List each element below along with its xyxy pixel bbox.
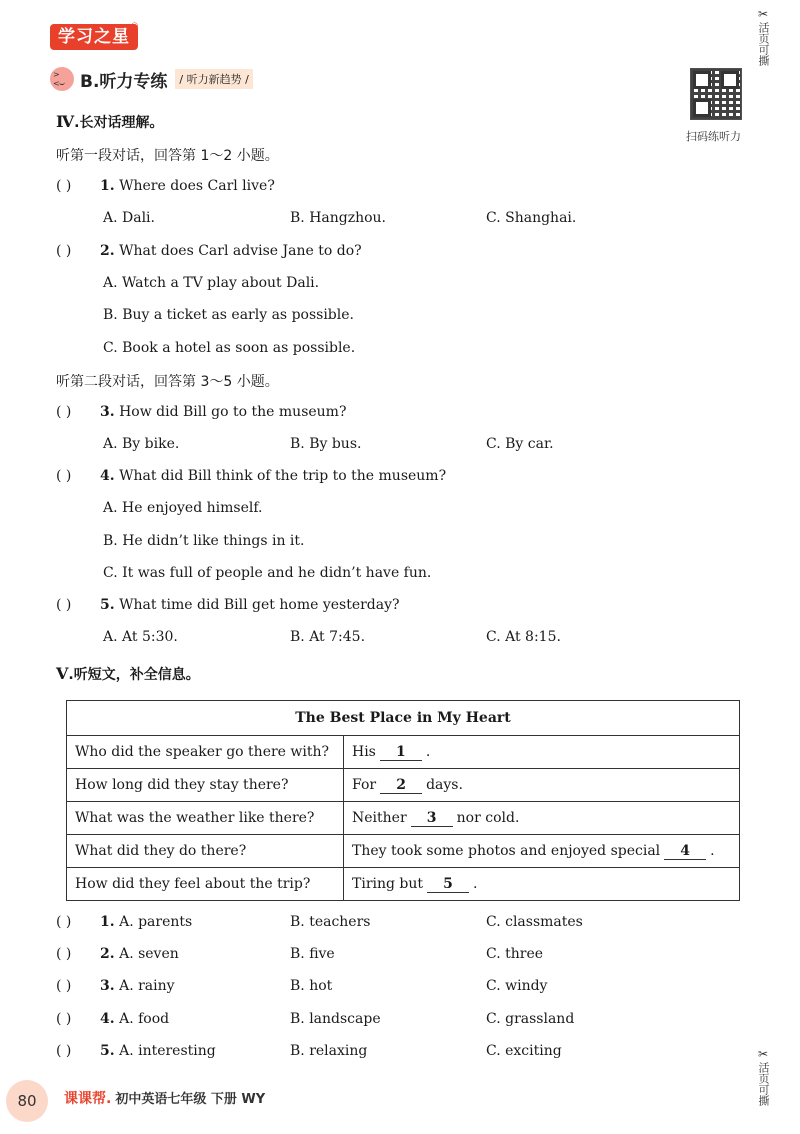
tear-off-marker-top — [752, 8, 774, 66]
blank-1[interactable]: 1 — [380, 744, 422, 761]
answer-row-3: ( ) 3. A. rainy — [56, 978, 175, 994]
row-answer: For 2 days. — [344, 769, 740, 802]
table-row — [67, 736, 740, 769]
table-row — [67, 802, 740, 835]
table-title: The Best Place in My Heart — [67, 701, 740, 736]
answer-row-1: ( ) 1. A. parents — [56, 914, 193, 930]
a2-option-c[interactable]: C. three — [486, 946, 544, 962]
row-question: How long did they stay there? — [67, 769, 344, 802]
row-question: What was the weather like there? — [67, 802, 344, 835]
scissors-icon: ✂ — [757, 1047, 769, 1061]
answer-row-4: ( ) 4. A. food — [56, 1011, 170, 1027]
scissors-icon: ✂ — [757, 7, 769, 21]
answer-row-5: ( ) 5. A. interesting — [56, 1043, 216, 1059]
question-3: ( ) 3. How did Bill go to the museum? — [56, 404, 347, 420]
q4-option-b[interactable]: B. He didn’t like things in it. — [103, 533, 305, 549]
question-2: ( ) 2. What does Carl advise Jane to do? — [56, 243, 362, 259]
qr-code-icon[interactable] — [690, 68, 742, 120]
a5-option-a[interactable]: A. interesting — [119, 1043, 216, 1059]
a1-option-b[interactable]: B. teachers — [290, 914, 371, 930]
blank-3[interactable]: 3 — [411, 810, 453, 827]
a3-option-c[interactable]: C. windy — [486, 978, 548, 994]
row-question: How did they feel about the trip? — [67, 868, 344, 901]
registered-mark: ® — [130, 22, 139, 32]
row-question: Who did the speaker go there with? — [67, 736, 344, 769]
part4-heading: Ⅳ.长对话理解。 — [56, 112, 164, 131]
blank-4[interactable]: 4 — [664, 843, 706, 860]
part5-heading: Ⅴ.听短文，补全信息。 — [56, 664, 200, 683]
question-4: ( ) 4. What did Bill think of the trip to the museum? — [56, 468, 447, 484]
table-row — [67, 868, 740, 901]
row-answer: His 1 . — [344, 736, 740, 769]
q5-option-a[interactable]: A. At 5:30. — [103, 629, 178, 645]
table-row — [67, 835, 740, 868]
footer-brand — [64, 1088, 265, 1108]
a4-option-c[interactable]: C. grassland — [486, 1011, 575, 1027]
page-number: 80 — [6, 1080, 48, 1122]
q3-option-a[interactable]: A. By bike. — [103, 436, 180, 452]
q4-option-a[interactable]: A. He enjoyed himself. — [103, 500, 263, 516]
q2-option-a[interactable]: A. Watch a TV play about Dali. — [103, 275, 320, 291]
row-question: What did they do there? — [67, 835, 344, 868]
a5-option-b[interactable]: B. relaxing — [290, 1043, 368, 1059]
row-answer: Tiring but 5 . — [344, 868, 740, 901]
q5-option-c[interactable]: C. At 8:15. — [486, 629, 561, 645]
section-tag: / 听力新趋势 / — [175, 69, 252, 89]
answer-row-2: ( ) 2. A. seven — [56, 946, 179, 962]
q3-option-c[interactable]: C. By car. — [486, 436, 554, 452]
table-row — [67, 769, 740, 802]
a2-option-a[interactable]: A. seven — [119, 946, 179, 962]
blank-2[interactable]: 2 — [380, 777, 422, 794]
tear-label-bottom: 活页可撕 — [757, 1062, 770, 1106]
q5-option-b[interactable]: B. At 7:45. — [290, 629, 366, 645]
q3-option-b[interactable]: B. By bus. — [290, 436, 362, 452]
a4-option-a[interactable]: A. food — [119, 1011, 170, 1027]
part4-instruction-1: 听第一段对话，回答第 1～2 小题。 — [56, 148, 279, 164]
tear-off-marker-bottom — [752, 1048, 774, 1106]
row-answer: Neither 3 nor cold. — [344, 802, 740, 835]
question-1: ( ) 1. Where does Carl live? — [56, 178, 275, 194]
q2-option-b[interactable]: B. Buy a ticket as early as possible. — [103, 307, 354, 323]
info-table — [66, 700, 740, 901]
section-header — [50, 66, 253, 92]
footer-book-title: 初中英语七年级 下册 WY — [115, 1092, 266, 1107]
question-5: ( ) 5. What time did Bill get home yesterday? — [56, 597, 400, 613]
brand-logo: 学习之星 — [50, 24, 138, 50]
q1-option-b[interactable]: B. Hangzhou. — [290, 210, 387, 226]
q1-option-c[interactable]: C. Shanghai. — [486, 210, 577, 226]
footer-brand-name: 课课帮. — [64, 1091, 112, 1107]
mascot-face-icon — [50, 67, 74, 91]
a1-option-c[interactable]: C. classmates — [486, 914, 583, 930]
a3-option-b[interactable]: B. hot — [290, 978, 333, 994]
q2-option-c[interactable]: C. Book a hotel as soon as possible. — [103, 340, 356, 356]
a2-option-b[interactable]: B. five — [290, 946, 335, 962]
q4-option-c[interactable]: C. It was full of people and he didn’t have fun. — [103, 565, 432, 581]
q1-option-a[interactable]: A. Dali. — [103, 210, 155, 226]
row-answer: They took some photos and enjoyed special 4 . — [344, 835, 740, 868]
qr-label: 扫码练听力 — [686, 130, 741, 143]
part4-instruction-2: 听第二段对话，回答第 3～5 小题。 — [56, 374, 279, 390]
a1-option-a[interactable]: A. parents — [119, 914, 193, 930]
a3-option-a[interactable]: A. rainy — [119, 978, 175, 994]
a5-option-c[interactable]: C. exciting — [486, 1043, 562, 1059]
section-title: B.听力专练 — [80, 71, 168, 92]
blank-5[interactable]: 5 — [427, 876, 469, 893]
a4-option-b[interactable]: B. landscape — [290, 1011, 381, 1027]
tear-label-top: 活页可撕 — [757, 22, 770, 66]
